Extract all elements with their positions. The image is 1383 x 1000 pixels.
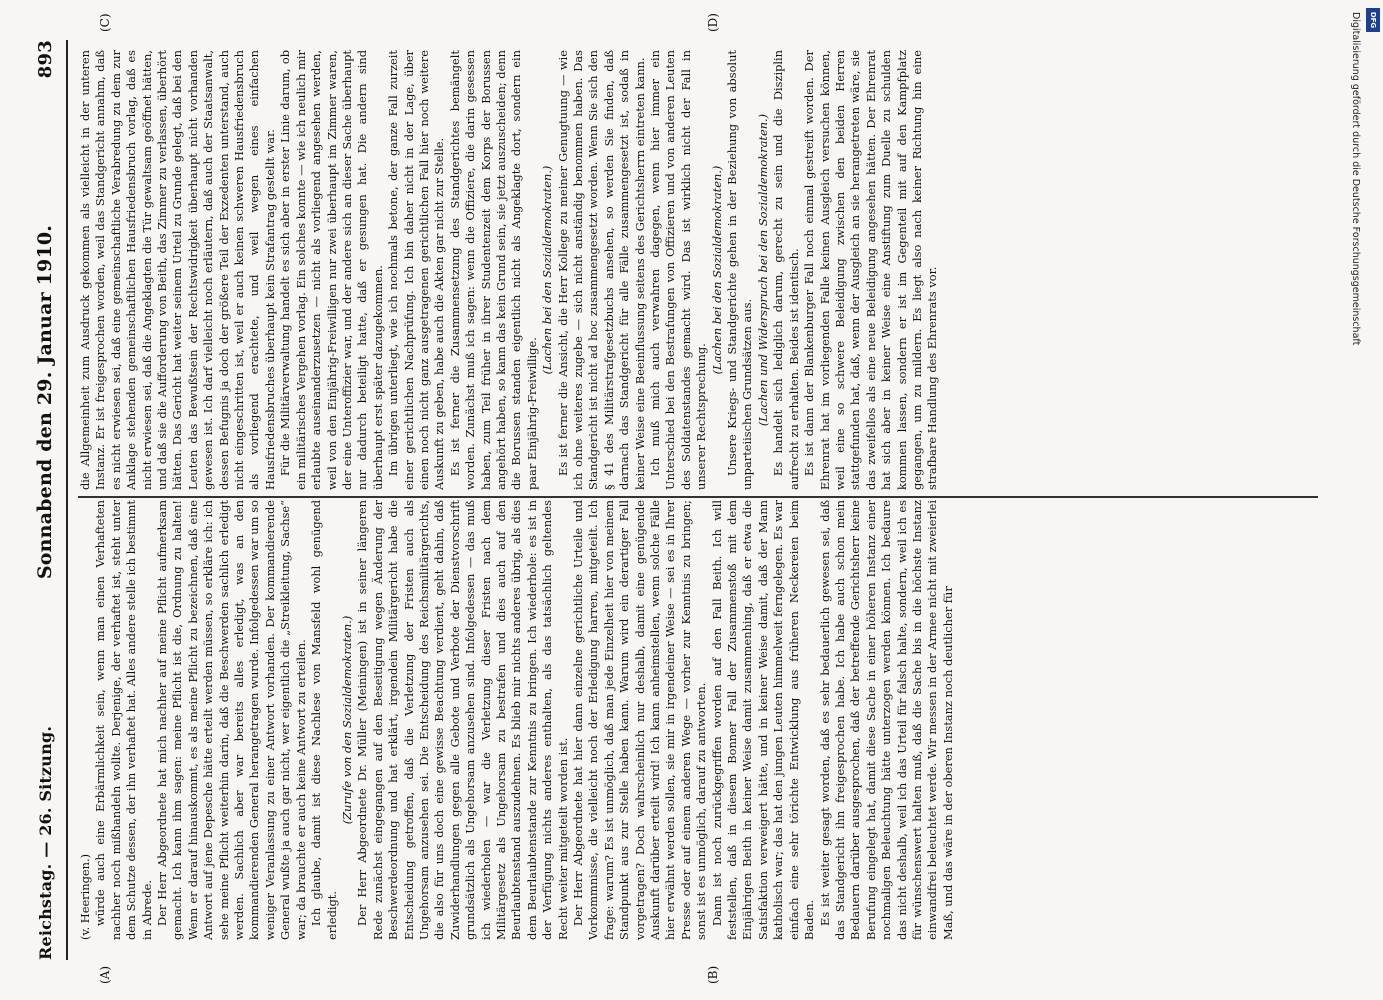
paragraph: Unsere Kriegs- und Standgerichte gehen in der Beziehung von absolut unparteiischen Grundsätzen aus. <box>725 50 755 490</box>
margin-marker-c: (C) <box>98 13 112 32</box>
paragraph: Dann ist noch zurückgegriffen worden auf den Fall Beith. Ich will feststellen, daß in diesem Bonner Fall der Zusammenstoß mit dem Einjährigen Beith in keiner Weise damit zusammenhing, daß er etwa die Satisfaktion verweigert hätte, und in keiner Weise damit, daß der Mann katholisch war; das hat den jungen Leuten himmelweit ferngelegen. Es war einfach eine sehr törichte Entwicklung aus früheren Neckereien beim Baden. <box>709 500 817 940</box>
paragraph: Der Herr Abgeordnete Dr. Müller (Meiningen) ist in seiner längeren Rede zunächst eingegangen auf den Beseitigung wegen Änderung der Beschwerdeordnung und hat erklärt, irgendein Militärgericht habe die Entscheidung getroffen, daß die Verletzung der Fristen auch als Ungehorsam anzusehen sei. Die Entscheidung des Reichsmilitärgerichts, die also für uns doch eine gewisse Beachtung verdient, geht dahin, daß Zuwiderhandlungen gegen alle Gebote und Verbote der Dienstvorschrift grundsätzlich als Ungehorsam anzusehen sind. Infolgedessen — das muß ich wiederholen — war die Verletzung dieser Fristen nach dem Militärgesetz als Ungehorsam zu bestrafen und dies auch auf den Beurlaubtenstand auszudehnen. Es blieb mir nichts anderes übrig, als dies dem Beurlaubtenstande zur Kenntnis zu bringen. Ich wiederhole: es ist in der Verfügung nichts anderes enthalten, als das tatsächlich geltendes Recht weiter mitgeteilt worden ist. <box>355 500 570 940</box>
margin-marker-d: (D) <box>706 13 720 32</box>
paragraph: Es ist ferner die Zusammensetzung des Standgerichtes bemängelt worden. Zunächst muß ich sagen: wenn die Offiziere, die darin gesessen haben, zum Teil früher in ihrer Studentenzeit dem Korps der Borussen angehört haben, so kann das kein Grund sein, sie jetzt auszuscheiden; denn die Borussen standen eigentlich nicht als Angeklagte dort, sondern ein paar Einjährig-Freiwillige. <box>447 50 539 490</box>
paragraph: Für die Militärverwaltung handelt es sich aber in erster Linie darum, ob ein militärisches Vergehen vorlag. Ein solches konnte — wie ich neulich mir erlaubte auseinanderzusetzen — nicht als vorliegend angesehen werden, weil von den Einjährig-Freiwilligen nur zwei überhaupt im Zimmer waren, der eine Unteroffizier war, und der andere sich an dieser Sache überhaupt nur dadurch beteiligt hatte, daß er gesungen hat. Die andern sind überhaupt erst später dazugekommen. <box>278 50 385 490</box>
digitization-credit-text: Digitalisierung gefördert durch die Deutsche Forschungsgemeinschaft <box>1350 12 1362 346</box>
header-session: Reichstag. — 26. Sitzung. <box>36 725 55 960</box>
interjection: (Lachen und Widerspruch bei den Sozialdemokraten.) <box>755 113 770 427</box>
paragraph: Es ist dann der Blankenburger Fall noch einmal gestreift worden. Der Ehrenrat hat im vorliegenden Falle keinen Ausgleich versuchen können, weil eine so schwere Beleidigung zwischen den beiden Herren stattgefunden hat, daß, wenn der Ausgleich an sie herangetreten wäre, sie das zweifellos als eine neue Beleidigung angesehen hätten. Der Ehrenrat hat sich aber in keiner Weise eine Anstiftung zum Duelle zu schulden kommen lassen, sondern er ist im Gegenteil mit auf den Kampfplatz gegangen, um zu mildern. Es liegt also nach keiner Richtung hin eine strafbare Handlung des Ehrenrats vor. <box>802 50 940 490</box>
paragraph: Es handelt sich lediglich darum, gerecht zu sein und die Disziplin aufrecht zu erhalten. Beides ist identisch. <box>771 50 801 490</box>
text-column-right <box>78 50 1318 490</box>
dfg-logo: DFG <box>1366 8 1380 32</box>
paragraph: Der Herr Abgeordnete hat mich nachher auf meine Pflicht aufmerksam gemacht. Ich kann ihm sagen: meine Pflicht ist die, Ordnung zu halten! Wenn er darauf hinauskommt, es als meine Pflicht zu bezeichnen, daß eine Antwort auf jene Depesche hätte erteilt werden müssen, so erkläre ich: ich sehe meine Pflicht weiterhin darin, daß die Beschwerden sachlich erledigt werden. Sachlich aber war bereits alles erledigt, was an den kommandierenden General herangetragen wurde. Infolgedessen war um so weniger Veranlassung zu einer Antwort vorhanden. Der kommandierende General wußte ja auch gar nicht, wer eigentlich die „Streikleitung, Sachse“ war; da brauchte er auch keine Antwort zu erteilen. <box>155 500 308 940</box>
paragraph: Ich muß mich auch verwahren dagegen, wenn hier immer ein Unterschied bei den Bestrafungen von Offizieren und von anderen Leuten des Soldatenstandes gemacht wird. Das ist wirklich nicht der Fall in unserer Rechtsprechung. <box>648 50 709 490</box>
page-number: 893 <box>35 40 56 79</box>
paragraph: würde auch eine Erbärmlichkeit sein, wenn man einen Verhafteten nachher noch mißhandeln wollte. Derjenige, der verhaftet ist, steht unter dem Schutze dessen, der ihn verhaftet hat. Alles andere stelle ich bestimmt in Abrede. <box>93 500 154 940</box>
margin-marker-b: (B) <box>706 965 720 984</box>
digitization-credit <box>1348 0 1364 1000</box>
paragraph: Der Herr Abgeordnete hat hier dann einzelne gerichtliche Urteile und Vorkommnisse, die vielleicht noch der Erledigung harren, mitgeteilt. Ich frage: warum? Es ist unmöglich, daß man jede Einzelheit hier von meinem Standpunkt aus zur Stelle haben kann. Warum wird ein derartiger Fall vorgetragen? Doch wahrscheinlich nur deshalb, damit eine genügende Auskunft darüber erteilt wird! Ich kann anheimstellen, wenn solche Fälle hier erwähnt werden sollen, sie mir in irgendeiner Weise — sei es in Ihrer Presse oder auf einem anderen Wege — vorher zur Kenntnis zu bringen; sonst ist es unmöglich, darauf zu antworten. <box>571 500 709 940</box>
interjection: (Lachen bei den Sozialdemokraten.) <box>709 165 724 375</box>
interjection: (Zurufe von den Sozialdemokraten.) <box>339 615 354 825</box>
text-column-left <box>78 500 1318 940</box>
header-rule <box>66 40 68 960</box>
paragraph: Im übrigen unterliegt, wie ich nochmals betone, der ganze Fall zurzeit einer gerichtlichen Nachprüfung. Ich bin daher nicht in der Lage, über einen noch nicht ganz ausgetragenen gerichtlichen Fall hier noch weitere Auskunft zu geben, habe auch die Akten gar nicht zur Stelle. <box>386 50 447 490</box>
margin-marker-a: (A) <box>98 965 112 984</box>
speaker-label: (v. Heeringen.) <box>78 853 92 940</box>
paragraph: Es ist ferner die Ansicht, die Herr Kollege zu meiner Genugtuung — wie ich ohne weiteres zugebe — sich nicht anständig benommen haben. Das Standgericht ist nicht ad hoc zusammengesetzt worden. Wenn Sie sich den § 41 des Militärstrafgesetzbuchs ansehen, so werden Sie finden, daß darnach das Standgericht für alle Fälle zusammengesetzt ist, sodaß in keiner Weise eine Beeinflussung seitens des Gerichtsherrn eintreten kann. <box>555 50 647 490</box>
header-date: Sonnabend den 29. Januar 1910. <box>34 224 56 580</box>
paragraph: Ich glaube, damit ist diese Nachlese von Mansfeld wohl genügend erledigt. <box>309 500 339 940</box>
column-divider <box>78 496 1318 498</box>
paragraph: die Allgemeinheit zum Ausdruck gekommen als vielleicht in der unteren Instanz. Er ist freigesprochen worden, weil das Standgericht annahm, daß es nicht erwiesen sei, daß eine gemeinschaftliche Verabredung zu dem zur Anklage stehenden gemeinschaftlichen Hausfriedensbruch vorlag, daß es nicht erwiesen sei, daß die Angeklagten die Tür gewaltsam geöffnet hätten, und daß sie die Aufforderung von Beith, das Zimmer zu verlassen, überhört hätten. Das Gericht hat weiter seinem Urteil zu Grunde gelegt, daß bei den Leuten das Bewußtsein der Rechtswidrigkeit überhaupt nicht vorhanden gewesen ist. Ich darf vielleicht noch erläutern, daß auch der Staatsanwalt, dessen Befugnis ja doch der größere Teil der Exzedenten unterstand, auch nicht eingeschritten ist, weil er auch keinen schweren Hausfriedensbruch als vorliegend erachtete, und weil wegen eines einfachen Hausfriedensbruches überhaupt kein Strafantrag gestellt war. <box>78 50 277 490</box>
page-header <box>34 40 64 960</box>
paragraph: Es ist weiter gesagt worden, daß es sehr bedauerlich gewesen sei, daß das Standgericht ihn freigesprochen habe. Ich habe auch schon mein Bedauern darüber ausgesprochen, daß der betreffende Gerichtsherr keine Berufung eingelegt hat, damit diese Sache in einer höheren Instanz einer nochmaligen Beleuchtung hätte unterzogen werden können. Ich bedaure das nicht deshalb, weil ich das Urteil für falsch halte, sondern, weil ich es für wünschenswert halten muß, daß die Sache bis in die höchste Instanz einwandfrei beleuchtet werde. Wir messen in der Armee nicht mit zweierlei Maß, und das wäre in der oberen Instanz noch deutlicher für <box>817 500 955 940</box>
interjection: (Lachen bei den Sozialdemokraten.) <box>540 165 555 375</box>
